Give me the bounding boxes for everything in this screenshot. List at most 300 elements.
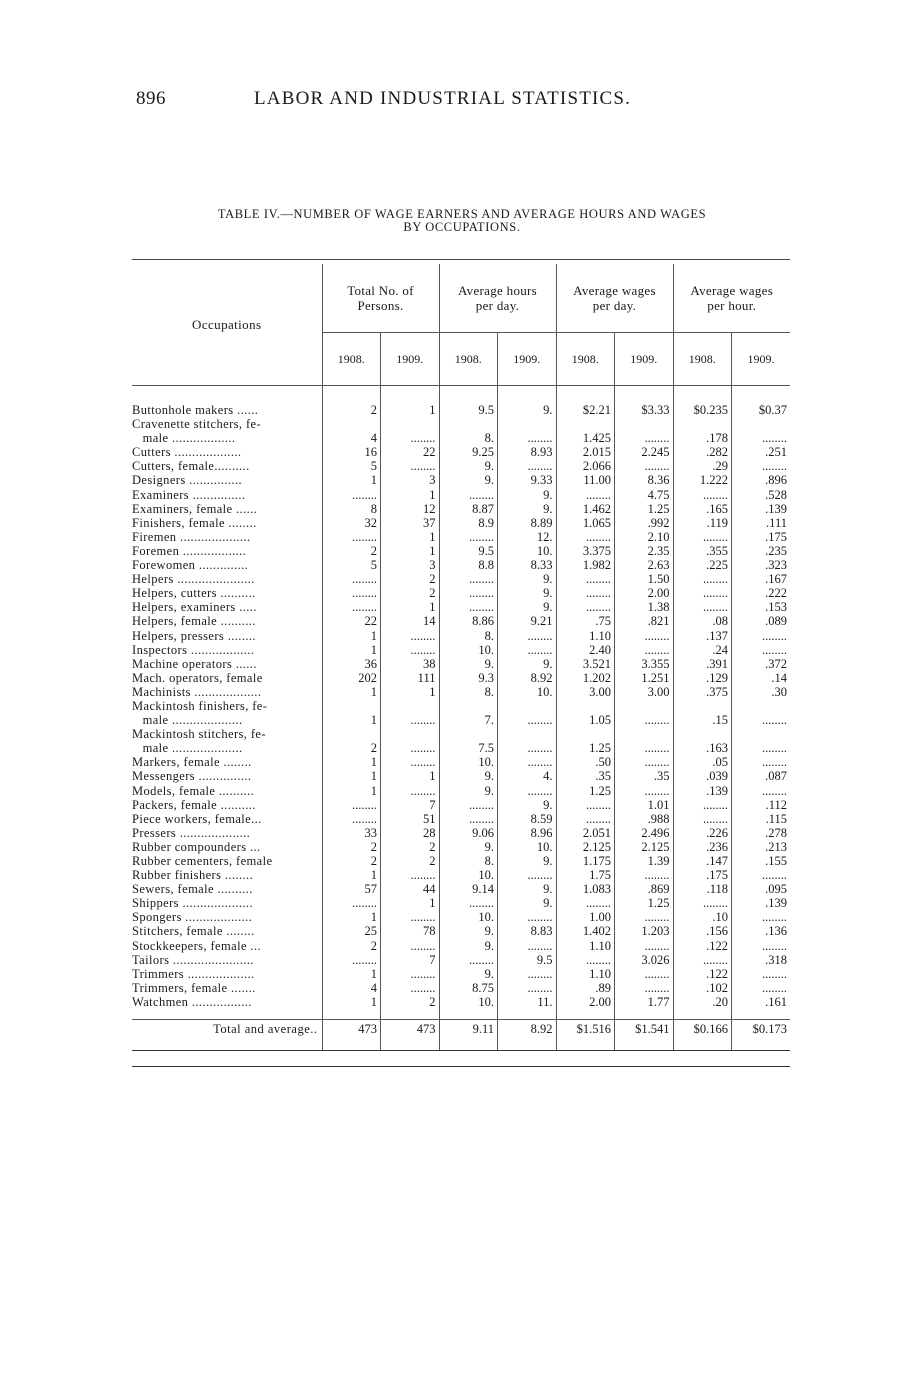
value-cell: 7 — [381, 798, 440, 812]
value-cell: 2 — [322, 939, 381, 953]
value-cell: .089 — [732, 614, 791, 628]
value-cell: 1 — [322, 868, 381, 882]
occupation-cell: Trimmers ................... — [132, 966, 255, 981]
value-cell: .89 — [556, 981, 615, 995]
value-cell: 202 — [322, 671, 381, 685]
table-row — [132, 939, 790, 953]
value-cell: ........ — [322, 586, 381, 600]
value-cell: ........ — [381, 784, 440, 798]
value-cell: .528 — [732, 488, 791, 502]
value-cell: 9. — [498, 600, 557, 614]
group-header-wages-per-day: Average wages per day. — [556, 264, 673, 333]
value-cell: 1.982 — [556, 558, 615, 572]
value-cell: .165 — [673, 502, 732, 516]
occupation-cell: male .................... — [132, 713, 243, 728]
value-cell: .35 — [556, 769, 615, 783]
value-cell: 3.026 — [615, 953, 674, 967]
table-row — [132, 812, 790, 826]
value-cell: 2.015 — [556, 445, 615, 459]
occupation-cell: Helpers, cutters .......... — [132, 586, 256, 601]
value-cell: 2.35 — [615, 544, 674, 558]
table-row — [132, 924, 790, 938]
value-cell: ........ — [498, 868, 557, 882]
value-cell: ........ — [556, 812, 615, 826]
occupation-cell: Messengers ............... — [132, 769, 252, 784]
value-cell: 1.083 — [556, 882, 615, 896]
value-cell: 9.5 — [498, 953, 557, 967]
value-cell: .153 — [732, 600, 791, 614]
total-label: Total and average.. — [132, 1020, 322, 1043]
value-cell: 1 — [381, 896, 440, 910]
value-cell: 1 — [322, 784, 381, 798]
occupation-cell: Shippers .................... — [132, 896, 253, 911]
value-cell: ........ — [615, 431, 674, 445]
value-cell: 57 — [322, 882, 381, 896]
value-cell: ........ — [732, 910, 791, 924]
occupation-cell: Forewomen .............. — [132, 558, 249, 573]
value-cell: 9. — [498, 854, 557, 868]
value-cell: 10. — [439, 643, 498, 657]
value-cell: ........ — [732, 868, 791, 882]
value-cell: $2.21 — [556, 403, 615, 417]
value-cell: .15 — [673, 713, 732, 727]
value-cell: 2 — [322, 854, 381, 868]
value-cell — [439, 699, 498, 713]
value-cell: ........ — [556, 953, 615, 967]
value-cell: 16 — [322, 445, 381, 459]
value-cell: 10. — [498, 544, 557, 558]
table-row — [132, 516, 790, 530]
total-cell: 9.11 — [439, 1020, 498, 1043]
total-cell: $0.166 — [673, 1020, 732, 1043]
value-cell: 9.5 — [439, 403, 498, 417]
value-cell: ........ — [381, 910, 440, 924]
value-cell: 9. — [498, 657, 557, 671]
table-row — [132, 558, 790, 572]
value-cell: ........ — [322, 600, 381, 614]
value-cell: 2 — [381, 586, 440, 600]
occupation-cell: Sewers, female .......... — [132, 882, 253, 897]
value-cell: ........ — [498, 981, 557, 995]
value-cell: .988 — [615, 812, 674, 826]
value-cell: ........ — [381, 741, 440, 755]
value-cell: 1.50 — [615, 572, 674, 586]
table-row — [132, 741, 790, 755]
value-cell: 51 — [381, 812, 440, 826]
value-cell: ........ — [498, 431, 557, 445]
total-cell: $0.173 — [732, 1020, 791, 1043]
total-cell: 8.92 — [498, 1020, 557, 1043]
value-cell: 8.87 — [439, 502, 498, 516]
value-cell: ........ — [498, 755, 557, 769]
table-row — [132, 586, 790, 600]
occupation-cell: Inspectors .................. — [132, 642, 255, 657]
occupation-cell: Markers, female ........ — [132, 755, 252, 770]
value-cell: ........ — [556, 530, 615, 544]
value-cell: 9.14 — [439, 882, 498, 896]
value-cell — [556, 417, 615, 431]
value-cell: .095 — [732, 882, 791, 896]
value-cell: 10. — [498, 685, 557, 699]
total-cell: 473 — [322, 1020, 381, 1043]
value-cell: 9. — [439, 473, 498, 487]
value-cell: 33 — [322, 826, 381, 840]
value-cell: 4 — [322, 431, 381, 445]
table-row — [132, 755, 790, 769]
year-header: 1909. — [615, 333, 674, 386]
value-cell: ........ — [498, 643, 557, 657]
value-cell: $0.37 — [732, 403, 791, 417]
occupation-wage-table — [132, 259, 790, 1051]
value-cell: 12. — [498, 530, 557, 544]
table-row — [132, 868, 790, 882]
value-cell: 1 — [322, 995, 381, 1009]
value-cell: ........ — [381, 431, 440, 445]
value-cell: 1.25 — [556, 741, 615, 755]
occupation-cell: Helpers, examiners ..... — [132, 600, 257, 615]
value-cell: 1 — [381, 488, 440, 502]
table-row — [132, 826, 790, 840]
value-cell: 1 — [381, 544, 440, 558]
total-row — [132, 1020, 790, 1043]
value-cell: 10. — [439, 910, 498, 924]
value-cell: .992 — [615, 516, 674, 530]
value-cell: .235 — [732, 544, 791, 558]
value-cell: 22 — [381, 445, 440, 459]
value-cell: ........ — [498, 629, 557, 643]
value-cell: 7.5 — [439, 741, 498, 755]
value-cell: ........ — [732, 741, 791, 755]
value-cell: ........ — [556, 586, 615, 600]
value-cell: 2.051 — [556, 826, 615, 840]
value-cell: ........ — [673, 530, 732, 544]
value-cell — [673, 699, 732, 713]
value-cell: 111 — [381, 671, 440, 685]
value-cell: 8 — [322, 502, 381, 516]
occupation-cell: Rubber compounders ... — [132, 839, 261, 854]
table-row — [132, 502, 790, 516]
value-cell: 11. — [498, 995, 557, 1009]
value-cell — [498, 727, 557, 741]
value-cell: 2 — [322, 741, 381, 755]
value-cell: 1 — [322, 755, 381, 769]
value-cell: ........ — [322, 896, 381, 910]
occupation-cell: Mackintosh stitchers, fe- — [132, 727, 266, 742]
value-cell: 9. — [439, 967, 498, 981]
group-header-total-persons: Total No. of Persons. — [322, 264, 439, 333]
value-cell: 8.83 — [498, 924, 557, 938]
value-cell: 8.33 — [498, 558, 557, 572]
total-cell: $1.516 — [556, 1020, 615, 1043]
table-row — [132, 403, 790, 417]
occupation-cell: Packers, female .......... — [132, 797, 256, 812]
value-cell: 1 — [381, 403, 440, 417]
value-cell: 1 — [322, 629, 381, 643]
value-cell — [732, 417, 791, 431]
value-cell — [673, 727, 732, 741]
value-cell: 3.375 — [556, 544, 615, 558]
value-cell: ........ — [732, 459, 791, 473]
value-cell: 10. — [439, 995, 498, 1009]
value-cell: 78 — [381, 924, 440, 938]
value-cell: 9.3 — [439, 671, 498, 685]
value-cell: ........ — [615, 868, 674, 882]
value-cell: 1 — [381, 600, 440, 614]
value-cell: 9.25 — [439, 445, 498, 459]
value-cell: .225 — [673, 558, 732, 572]
total-cell: $1.541 — [615, 1020, 674, 1043]
table-row — [132, 488, 790, 502]
value-cell: ........ — [439, 896, 498, 910]
occupations-column-header: Occupations — [132, 264, 322, 386]
table-title-line-2: BY OCCUPATIONS. — [403, 220, 521, 234]
value-cell: 9. — [439, 459, 498, 473]
value-cell: ........ — [381, 868, 440, 882]
value-cell: 2.63 — [615, 558, 674, 572]
page-header — [136, 88, 776, 112]
value-cell: 9. — [498, 798, 557, 812]
value-cell: 1 — [322, 643, 381, 657]
value-cell: 22 — [322, 614, 381, 628]
table-row — [132, 473, 790, 487]
value-cell: .226 — [673, 826, 732, 840]
value-cell: ........ — [615, 755, 674, 769]
value-cell: 2.125 — [615, 840, 674, 854]
value-cell: ........ — [732, 431, 791, 445]
table-row — [132, 572, 790, 586]
value-cell: .35 — [615, 769, 674, 783]
table-row — [132, 769, 790, 783]
value-cell: 2 — [322, 544, 381, 558]
value-cell: 1 — [322, 713, 381, 727]
year-header: 1908. — [322, 333, 381, 386]
value-cell: 9. — [439, 769, 498, 783]
year-header: 1909. — [732, 333, 791, 386]
value-cell: ........ — [732, 784, 791, 798]
value-cell — [615, 699, 674, 713]
occupation-cell: Designers ............... — [132, 473, 242, 488]
value-cell: .178 — [673, 431, 732, 445]
value-cell: .323 — [732, 558, 791, 572]
value-cell: 2.245 — [615, 445, 674, 459]
value-cell: ........ — [732, 939, 791, 953]
value-cell: ........ — [322, 572, 381, 586]
table-row — [132, 643, 790, 657]
table-row — [132, 784, 790, 798]
value-cell: ........ — [732, 629, 791, 643]
value-cell: 2.40 — [556, 643, 615, 657]
value-cell: 1.05 — [556, 713, 615, 727]
table-row — [132, 671, 790, 685]
value-cell: .318 — [732, 953, 791, 967]
value-cell: ........ — [381, 629, 440, 643]
value-cell: ........ — [498, 741, 557, 755]
value-cell: ........ — [732, 755, 791, 769]
value-cell: ........ — [498, 784, 557, 798]
year-header: 1908. — [673, 333, 732, 386]
value-cell: .05 — [673, 755, 732, 769]
value-cell: 1 — [381, 769, 440, 783]
page-number: 896 — [136, 88, 166, 109]
value-cell — [673, 417, 732, 431]
value-cell — [732, 727, 791, 741]
value-cell: 2.496 — [615, 826, 674, 840]
value-cell: ........ — [673, 586, 732, 600]
value-cell — [439, 727, 498, 741]
value-cell: .222 — [732, 586, 791, 600]
value-cell: 1 — [381, 685, 440, 699]
value-cell: 9. — [498, 403, 557, 417]
value-cell: ........ — [615, 741, 674, 755]
value-cell: 2 — [322, 403, 381, 417]
value-cell: ........ — [732, 713, 791, 727]
value-cell: .213 — [732, 840, 791, 854]
occupation-cell: Piece workers, female... — [132, 811, 262, 826]
value-cell: ........ — [615, 784, 674, 798]
value-cell: .175 — [732, 530, 791, 544]
value-cell: .896 — [732, 473, 791, 487]
value-cell: 8.59 — [498, 812, 557, 826]
value-cell: 3.00 — [615, 685, 674, 699]
value-cell: 2.10 — [615, 530, 674, 544]
occupation-cell: Helpers, pressers ........ — [132, 628, 256, 643]
value-cell: 1.25 — [615, 896, 674, 910]
value-cell: ........ — [439, 572, 498, 586]
year-header: 1908. — [439, 333, 498, 386]
value-cell: .236 — [673, 840, 732, 854]
table-row — [132, 981, 790, 995]
occupation-cell: Trimmers, female ....... — [132, 980, 256, 995]
value-cell: 1 — [322, 685, 381, 699]
table-row — [132, 530, 790, 544]
value-cell: 8. — [439, 431, 498, 445]
value-cell: 8.89 — [498, 516, 557, 530]
value-cell: ........ — [381, 713, 440, 727]
occupation-cell: Examiners ............... — [132, 487, 246, 502]
value-cell: .129 — [673, 671, 732, 685]
value-cell: 8.96 — [498, 826, 557, 840]
value-cell: 1.251 — [615, 671, 674, 685]
group-header-hours-per-day: Average hours per day. — [439, 264, 556, 333]
value-cell: 2.00 — [615, 586, 674, 600]
table-row — [132, 459, 790, 473]
value-cell: .112 — [732, 798, 791, 812]
occupation-cell: Tailors ....................... — [132, 952, 254, 967]
value-cell: 8. — [439, 854, 498, 868]
table-row — [132, 417, 790, 431]
value-cell: ........ — [732, 981, 791, 995]
value-cell: 9. — [439, 840, 498, 854]
value-cell: .087 — [732, 769, 791, 783]
value-cell: ........ — [381, 755, 440, 769]
value-cell: 1.00 — [556, 910, 615, 924]
value-cell: 1.462 — [556, 502, 615, 516]
occupation-cell: male .................... — [132, 741, 243, 756]
occupation-cell: Models, female .......... — [132, 783, 255, 798]
table-row — [132, 798, 790, 812]
table-row — [132, 882, 790, 896]
occupation-cell: Machinists ................... — [132, 684, 262, 699]
value-cell: 8.8 — [439, 558, 498, 572]
value-cell: ........ — [439, 953, 498, 967]
value-cell: 8.93 — [498, 445, 557, 459]
value-cell: 4. — [498, 769, 557, 783]
value-cell: ........ — [615, 713, 674, 727]
value-cell: 3.355 — [615, 657, 674, 671]
double-rule — [132, 1066, 790, 1067]
value-cell: 9. — [439, 939, 498, 953]
group-header-wages-per-hour: Average wages per hour. — [673, 264, 790, 333]
table-row — [132, 713, 790, 727]
value-cell: .139 — [732, 502, 791, 516]
value-cell: 1.175 — [556, 854, 615, 868]
value-cell: .155 — [732, 854, 791, 868]
value-cell: ........ — [498, 910, 557, 924]
value-cell: ........ — [556, 798, 615, 812]
value-cell: ........ — [498, 713, 557, 727]
value-cell: .278 — [732, 826, 791, 840]
value-cell: .821 — [615, 614, 674, 628]
table-row — [132, 910, 790, 924]
value-cell: 1.38 — [615, 600, 674, 614]
value-cell: 1 — [381, 530, 440, 544]
occupation-cell: Watchmen ................. — [132, 994, 252, 1009]
value-cell: .282 — [673, 445, 732, 459]
occupation-cell: Pressers .................... — [132, 825, 251, 840]
table-row — [132, 657, 790, 671]
value-cell: ........ — [673, 953, 732, 967]
occupation-cell: Cravenette stitchers, fe- — [132, 417, 262, 432]
occupation-cell: Buttonhole makers ...... — [132, 403, 259, 417]
value-cell: 28 — [381, 826, 440, 840]
value-cell: 9. — [439, 657, 498, 671]
value-cell: 1.25 — [615, 502, 674, 516]
value-cell: $0.235 — [673, 403, 732, 417]
value-cell: ........ — [615, 967, 674, 981]
value-cell: 2 — [381, 995, 440, 1009]
value-cell: 9.06 — [439, 826, 498, 840]
value-cell: 3 — [381, 558, 440, 572]
value-cell: ........ — [381, 967, 440, 981]
value-cell — [498, 699, 557, 713]
value-cell: 1.10 — [556, 629, 615, 643]
value-cell: 9.5 — [439, 544, 498, 558]
year-header: 1909. — [381, 333, 440, 386]
value-cell: 4 — [322, 981, 381, 995]
value-cell: 1.75 — [556, 868, 615, 882]
value-cell: 37 — [381, 516, 440, 530]
value-cell: .139 — [673, 784, 732, 798]
value-cell: ........ — [732, 967, 791, 981]
value-cell: 9. — [498, 882, 557, 896]
value-cell: 2 — [381, 840, 440, 854]
value-cell: 44 — [381, 882, 440, 896]
value-cell: ........ — [673, 572, 732, 586]
table-row — [132, 699, 790, 713]
value-cell: 9. — [439, 784, 498, 798]
value-cell: ........ — [732, 643, 791, 657]
value-cell: 7 — [381, 953, 440, 967]
table-row — [132, 854, 790, 868]
value-cell: ........ — [556, 572, 615, 586]
year-header: 1909. — [498, 333, 557, 386]
value-cell: ........ — [615, 459, 674, 473]
value-cell — [732, 699, 791, 713]
value-cell: 5 — [322, 459, 381, 473]
value-cell: ........ — [615, 981, 674, 995]
value-cell: ........ — [322, 953, 381, 967]
occupation-cell: Rubber cementers, female — [132, 854, 273, 868]
